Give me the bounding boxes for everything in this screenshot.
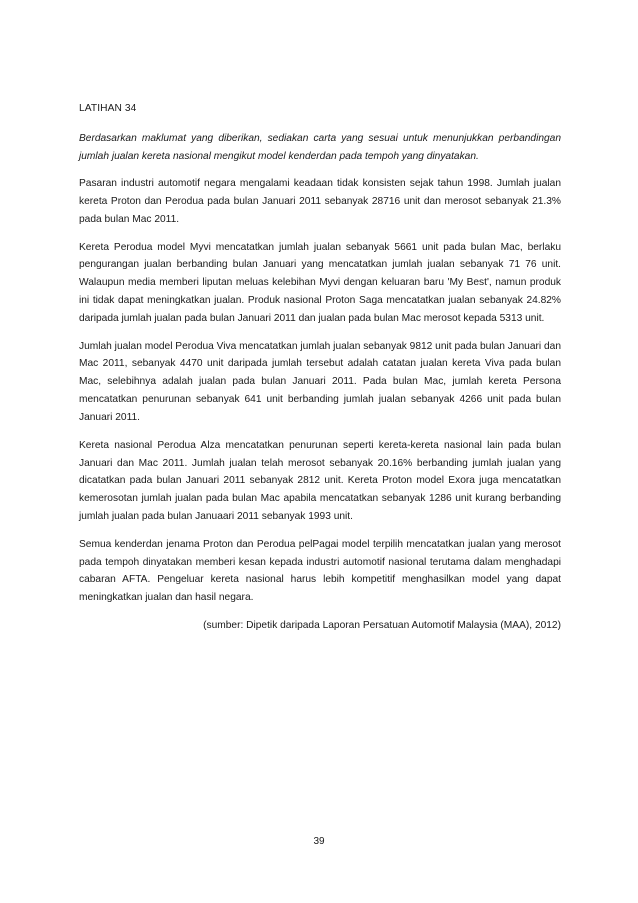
exercise-heading: LATIHAN 34 [79,103,137,114]
page-number: 39 [313,836,325,847]
exercise-instruction: Berdasarkan maklumat yang diberikan, sediakan carta yang sesuai untuk menunjukkan perbandingan jumlah jualan kereta nasional mengikut model kenderdan pada tempoh yang dinyatakan. [79,133,561,162]
paragraph-3: Jumlah jualan model Perodua Viva mencatatkan jumlah jualan sebanyak 9812 unit pada bulan Januari dan Mac 2011, sebanyak 4470 unit daripada jumlah tersebut adalah catatan jualan kereta Viva pada bulan Mac, selebihnya adalah jualan pada bulan Januari 2011. Pada bulan Mac, jumlah kereta Persona mencatatkan penurunan sebanyak 641 unit berbanding jumlah jualan sebanyak 4266 unit pada bulan Januari 2011. [79,340,561,424]
paragraph-1: Pasaran industri automotif negara mengalami keadaan tidak konsisten sejak tahun 1998. Jumlah jualan kereta Proton dan Perodua pada bulan Januari 2011 sebanyak 28716 unit dan merosot sebanyak 21.3% pada bulan Mac 2011. [79,178,561,226]
paragraph-5: Semua kenderdan jenama Proton dan Perodua pelPagai model terpilih mencatatkan jualan yang merosot pada tempoh dinyatakan memberi kesan kepada industri automotif nasional terutama dalam menghadapi cabaran AFTA. Pengeluar kereta nasional harus lebih kompetitif menghasilkan model yang dapat meningkatkan jualan dan hasil negara. [79,538,561,604]
source-citation: (sumber: Dipetik daripada Laporan Persatuan Automotif Malaysia (MAA), 2012) [203,619,561,631]
document-page [79,100,561,644]
paragraph-2: Kereta Perodua model Myvi mencatatkan jumlah jualan sebanyak 5661 unit pada bulan Mac, berlaku pengurangan jualan berbanding bulan Januari yang mencatatkan jumlah jualan sebanyak 71 76 unit. Walaupun media memberi liputan meluas kelebihan Myvi dengan keluaran baru 'My Best', namun produk ini tidak dapat meningkatkan jualan. Produk nasional Proton Saga mencatatkan jualan sebanyak 24.82% daripada jumlah jualan pada bulan Januari 2011 dan jualan pada bulan Mac merosot kepada 5313 unit. [79,241,561,325]
paragraph-4: Kereta nasional Perodua Alza mencatatkan penurunan seperti kereta-kereta nasional lain pada bulan Januari dan Mac 2011. Jumlah jualan telah merosot sebanyak 20.16% berbanding jumlah jualan yang dicatatkan pada bulan Januari 2011 sebanyak 2812 unit. Kereta Proton model Exora juga mencatatkan kemerosotan jumlah jualan pada bulan Mac apabila mencatatkan sebanyak 1286 unit kurang berbanding jumlah jualan pada bulan Januaari 2011 sebanyak 1993 unit. [79,439,561,523]
